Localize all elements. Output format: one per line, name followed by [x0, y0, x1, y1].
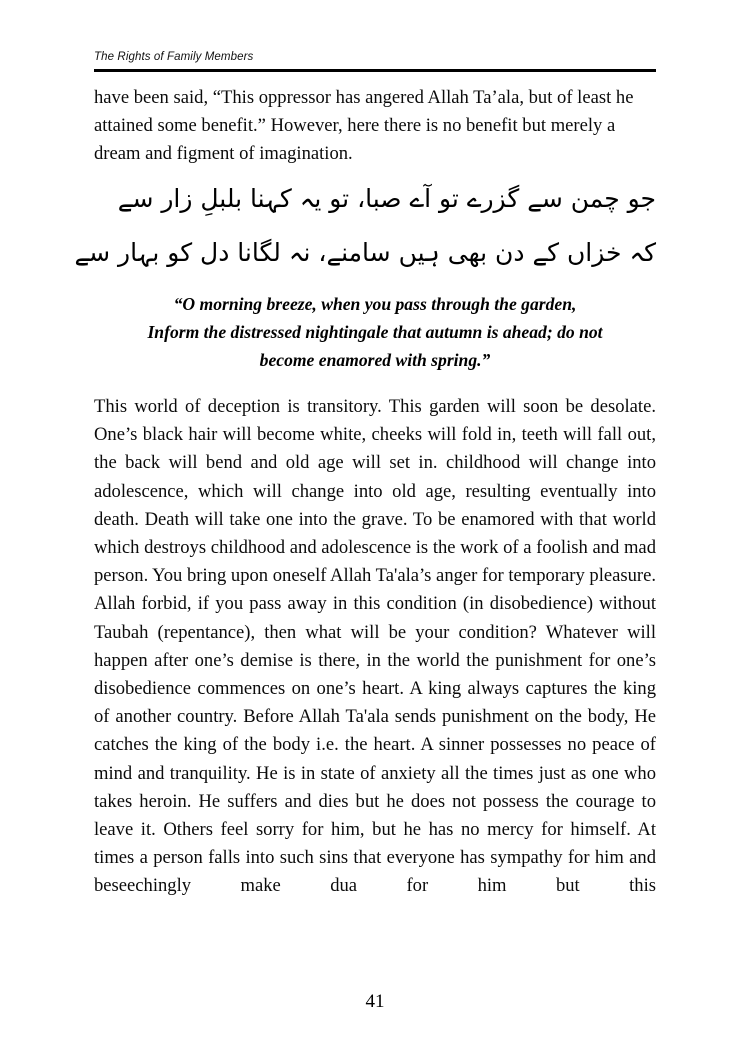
urdu-couplet-line-2: کہ خزاں کے دن بھی ہیں سامنے، نہ لگانا دل کو بہار سے — [74, 238, 656, 267]
intro-paragraph-text: have been said, “This oppressor has angered Allah Ta’ala, but of least he attained some benefit.” However, here there is no benefit but merely a dream and figment of imagination. — [94, 87, 634, 165]
main-paragraph-text: This world of deception is transitory. This garden will soon be desolate. One’s black hair will become white, cheeks will fold in, teeth will fall out, the back will bend and old age will set in. childhood will change into adolescence, which will change into old age, resulting eventually into death. Death will take one into the grave. To be enamored with that world which destroys childhood and adolescence is the work of a foolish and mad person. You bring upon oneself Allah Ta'ala’s anger for temporary pleasure. Allah forbid, if you pass away in this condition (in disobedience) without Taubah (repentance), then what will be your condition? Whatever will happen after one’s demise is there, in the world the punishment for one’s disobedience commences on one’s heart. A king always captures the king of another country. Before Allah Ta'ala sends punishment on the body, He catches the king of the body i.e. the heart. A sinner possesses no peace of mind and tranquility. He is in state of anxiety all the times just as one who takes heroin. He suffers and dies but he does not possess the courage to leave it. Others feel sorry for him, but he has no mercy for himself. At times a person falls into such sins that everyone has sympathy for him and beseechingly make dua for him but this — [94, 396, 656, 897]
urdu-couplet-block — [74, 172, 656, 280]
couplet-translation-block — [94, 290, 656, 374]
translation-line-2: Inform the distressed nightingale that autumn is ahead; do not — [147, 322, 603, 342]
running-header-title: The Rights of Family Members — [94, 51, 254, 63]
page-number: 41 — [365, 991, 385, 1012]
translation-line-3: become enamored with spring.” — [259, 350, 491, 370]
translation-line-1: “O morning breeze, when you pass through the garden, — [173, 294, 577, 314]
header-divider-rule — [94, 69, 656, 72]
intro-paragraph-block — [94, 84, 656, 169]
main-paragraph-block — [94, 393, 656, 929]
urdu-couplet-line-1: جو چمن سے گزرے تو آے صبا، تو یہ کہنا بلبلِ زار سے — [117, 184, 656, 213]
